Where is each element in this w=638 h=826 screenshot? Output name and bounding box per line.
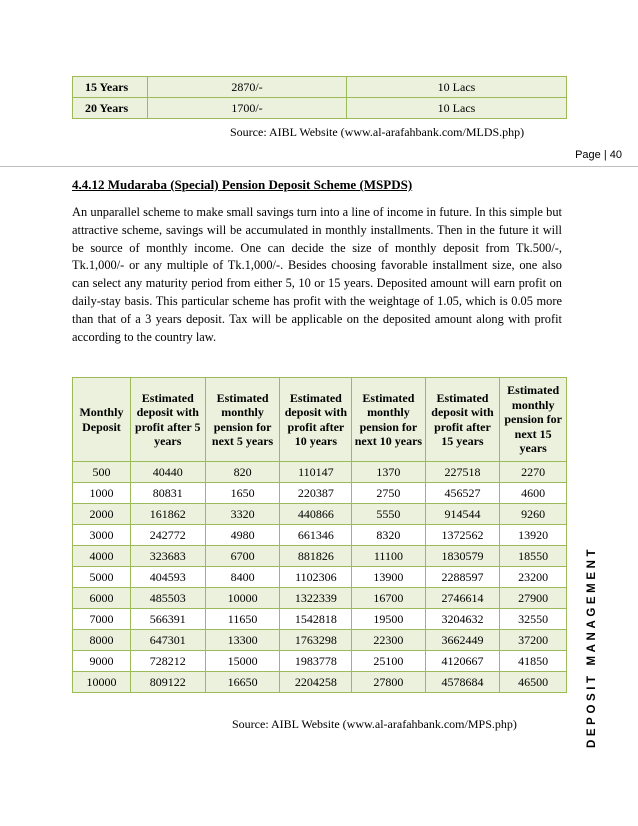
table-header-row xyxy=(73,378,567,462)
table-cell: 37200 xyxy=(500,630,567,651)
table-cell: 2000 xyxy=(73,504,131,525)
table-cell: 323683 xyxy=(130,546,205,567)
column-header: Monthly Deposit xyxy=(73,378,131,462)
term-cell: 15 Years xyxy=(73,77,148,98)
table-cell: 1370 xyxy=(352,462,425,483)
table-cell: 32550 xyxy=(500,609,567,630)
maturity-cell: 10 Lacs xyxy=(347,77,567,98)
table-cell: 404593 xyxy=(130,567,205,588)
table-cell: 8320 xyxy=(352,525,425,546)
side-section-label: DEPOSIT MANAGEMENT xyxy=(586,545,598,748)
table-cell: 110147 xyxy=(280,462,352,483)
table-cell: 4578684 xyxy=(425,672,500,693)
table-cell: 2750 xyxy=(352,483,425,504)
table-cell: 10000 xyxy=(73,672,131,693)
table-cell: 4000 xyxy=(73,546,131,567)
table-row xyxy=(73,588,567,609)
page-divider xyxy=(0,166,638,167)
table-cell: 500 xyxy=(73,462,131,483)
table-cell: 1650 xyxy=(205,483,280,504)
table-cell: 456527 xyxy=(425,483,500,504)
table-cell: 80831 xyxy=(130,483,205,504)
table-row xyxy=(73,651,567,672)
table-cell: 242772 xyxy=(130,525,205,546)
table-cell: 16700 xyxy=(352,588,425,609)
installment-cell: 1700/- xyxy=(148,98,347,119)
table-cell: 13900 xyxy=(352,567,425,588)
column-header: Estimated monthly pension for next 5 years xyxy=(205,378,280,462)
source-note: Source: AIBL Website (www.al-arafahbank.com/MLDS.php) xyxy=(230,125,525,139)
table-cell: 1542818 xyxy=(280,609,352,630)
table-cell: 1000 xyxy=(73,483,131,504)
table-cell: 3662449 xyxy=(425,630,500,651)
table-row xyxy=(73,672,567,693)
table-cell: 1830579 xyxy=(425,546,500,567)
table-cell: 2204258 xyxy=(280,672,352,693)
table-cell: 6700 xyxy=(205,546,280,567)
table-row xyxy=(73,504,567,525)
table-cell: 227518 xyxy=(425,462,500,483)
table-cell: 6000 xyxy=(73,588,131,609)
table-cell: 161862 xyxy=(130,504,205,525)
column-header: Estimated monthly pension for next 15 years xyxy=(500,378,567,462)
table-cell: 4600 xyxy=(500,483,567,504)
table-cell: 647301 xyxy=(130,630,205,651)
table-cell: 23200 xyxy=(500,567,567,588)
table-cell: 440866 xyxy=(280,504,352,525)
table-cell: 13300 xyxy=(205,630,280,651)
table-cell: 9000 xyxy=(73,651,131,672)
installment-cell: 2870/- xyxy=(148,77,347,98)
table-cell: 3320 xyxy=(205,504,280,525)
table-cell: 11100 xyxy=(352,546,425,567)
table-cell: 13920 xyxy=(500,525,567,546)
table-cell: 4980 xyxy=(205,525,280,546)
table-cell: 9260 xyxy=(500,504,567,525)
table-row xyxy=(73,77,567,98)
table-cell: 5550 xyxy=(352,504,425,525)
table-cell: 2270 xyxy=(500,462,567,483)
table-cell: 16650 xyxy=(205,672,280,693)
table-row xyxy=(73,609,567,630)
maturity-cell: 10 Lacs xyxy=(347,98,567,119)
table-cell: 41850 xyxy=(500,651,567,672)
table-cell: 3000 xyxy=(73,525,131,546)
table-cell: 1372562 xyxy=(425,525,500,546)
section-paragraph: An unparallel scheme to make small savings turn into a line of income in future. In this simple but attractive scheme, savings will be accumulated in monthly installments. Then in the future it will be source of monthly income. One can decide the size of monthly deposit from Tk.500/-, Tk.1,000/- or any multiple of Tk.1,000/-. Besides choosing favorable installment size, one also can select any maturity period from either 5, 10 or 15 years. Deposited amount will earn profit on daily-stay basis. This particular scheme has profit with the weightage of 1.05, which is 0.05 more than that of a 3 years deposit. Tax will be applicable on the deposited amount along with profit according to the country law. xyxy=(72,205,562,344)
table-cell: 27900 xyxy=(500,588,567,609)
table-cell: 220387 xyxy=(280,483,352,504)
table-cell: 1102306 xyxy=(280,567,352,588)
table-cell: 7000 xyxy=(73,609,131,630)
table-cell: 1763298 xyxy=(280,630,352,651)
table-cell: 809122 xyxy=(130,672,205,693)
table-cell: 914544 xyxy=(425,504,500,525)
section-heading: 4.4.12 Mudaraba (Special) Pension Deposit Scheme (MSPDS) xyxy=(72,177,413,192)
table-row xyxy=(73,567,567,588)
column-header: Estimated deposit with profit after 15 years xyxy=(425,378,500,462)
table-cell: 8400 xyxy=(205,567,280,588)
table-row xyxy=(73,546,567,567)
table-cell: 820 xyxy=(205,462,280,483)
table-cell: 5000 xyxy=(73,567,131,588)
table-cell: 3204632 xyxy=(425,609,500,630)
table-cell: 2288597 xyxy=(425,567,500,588)
table-cell: 22300 xyxy=(352,630,425,651)
table-cell: 881826 xyxy=(280,546,352,567)
table-cell: 2746614 xyxy=(425,588,500,609)
table-cell: 661346 xyxy=(280,525,352,546)
table-cell: 19500 xyxy=(352,609,425,630)
table-cell: 10000 xyxy=(205,588,280,609)
page-number: Page | 40 xyxy=(575,149,622,161)
table-cell: 40440 xyxy=(130,462,205,483)
table-cell: 46500 xyxy=(500,672,567,693)
column-header: Estimated monthly pension for next 10 years xyxy=(352,378,425,462)
table-row xyxy=(73,525,567,546)
table-cell: 485503 xyxy=(130,588,205,609)
table-row xyxy=(73,98,567,119)
table-cell: 1322339 xyxy=(280,588,352,609)
table-cell: 27800 xyxy=(352,672,425,693)
column-header: Estimated deposit with profit after 10 years xyxy=(280,378,352,462)
table-cell: 4120667 xyxy=(425,651,500,672)
table-row xyxy=(73,483,567,504)
term-cell: 20 Years xyxy=(73,98,148,119)
source-note: Source: AIBL Website (www.al-arafahbank.com/MPS.php) xyxy=(232,717,517,731)
table-cell: 728212 xyxy=(130,651,205,672)
table-row xyxy=(73,630,567,651)
table-cell: 1983778 xyxy=(280,651,352,672)
table-cell: 15000 xyxy=(205,651,280,672)
pension-table xyxy=(72,377,567,693)
table-cell: 11650 xyxy=(205,609,280,630)
table-cell: 18550 xyxy=(500,546,567,567)
table-row xyxy=(73,462,567,483)
table-cell: 25100 xyxy=(352,651,425,672)
scheme-summary-table xyxy=(72,76,567,119)
table-cell: 8000 xyxy=(73,630,131,651)
column-header: Estimated deposit with profit after 5 years xyxy=(130,378,205,462)
table-cell: 566391 xyxy=(130,609,205,630)
